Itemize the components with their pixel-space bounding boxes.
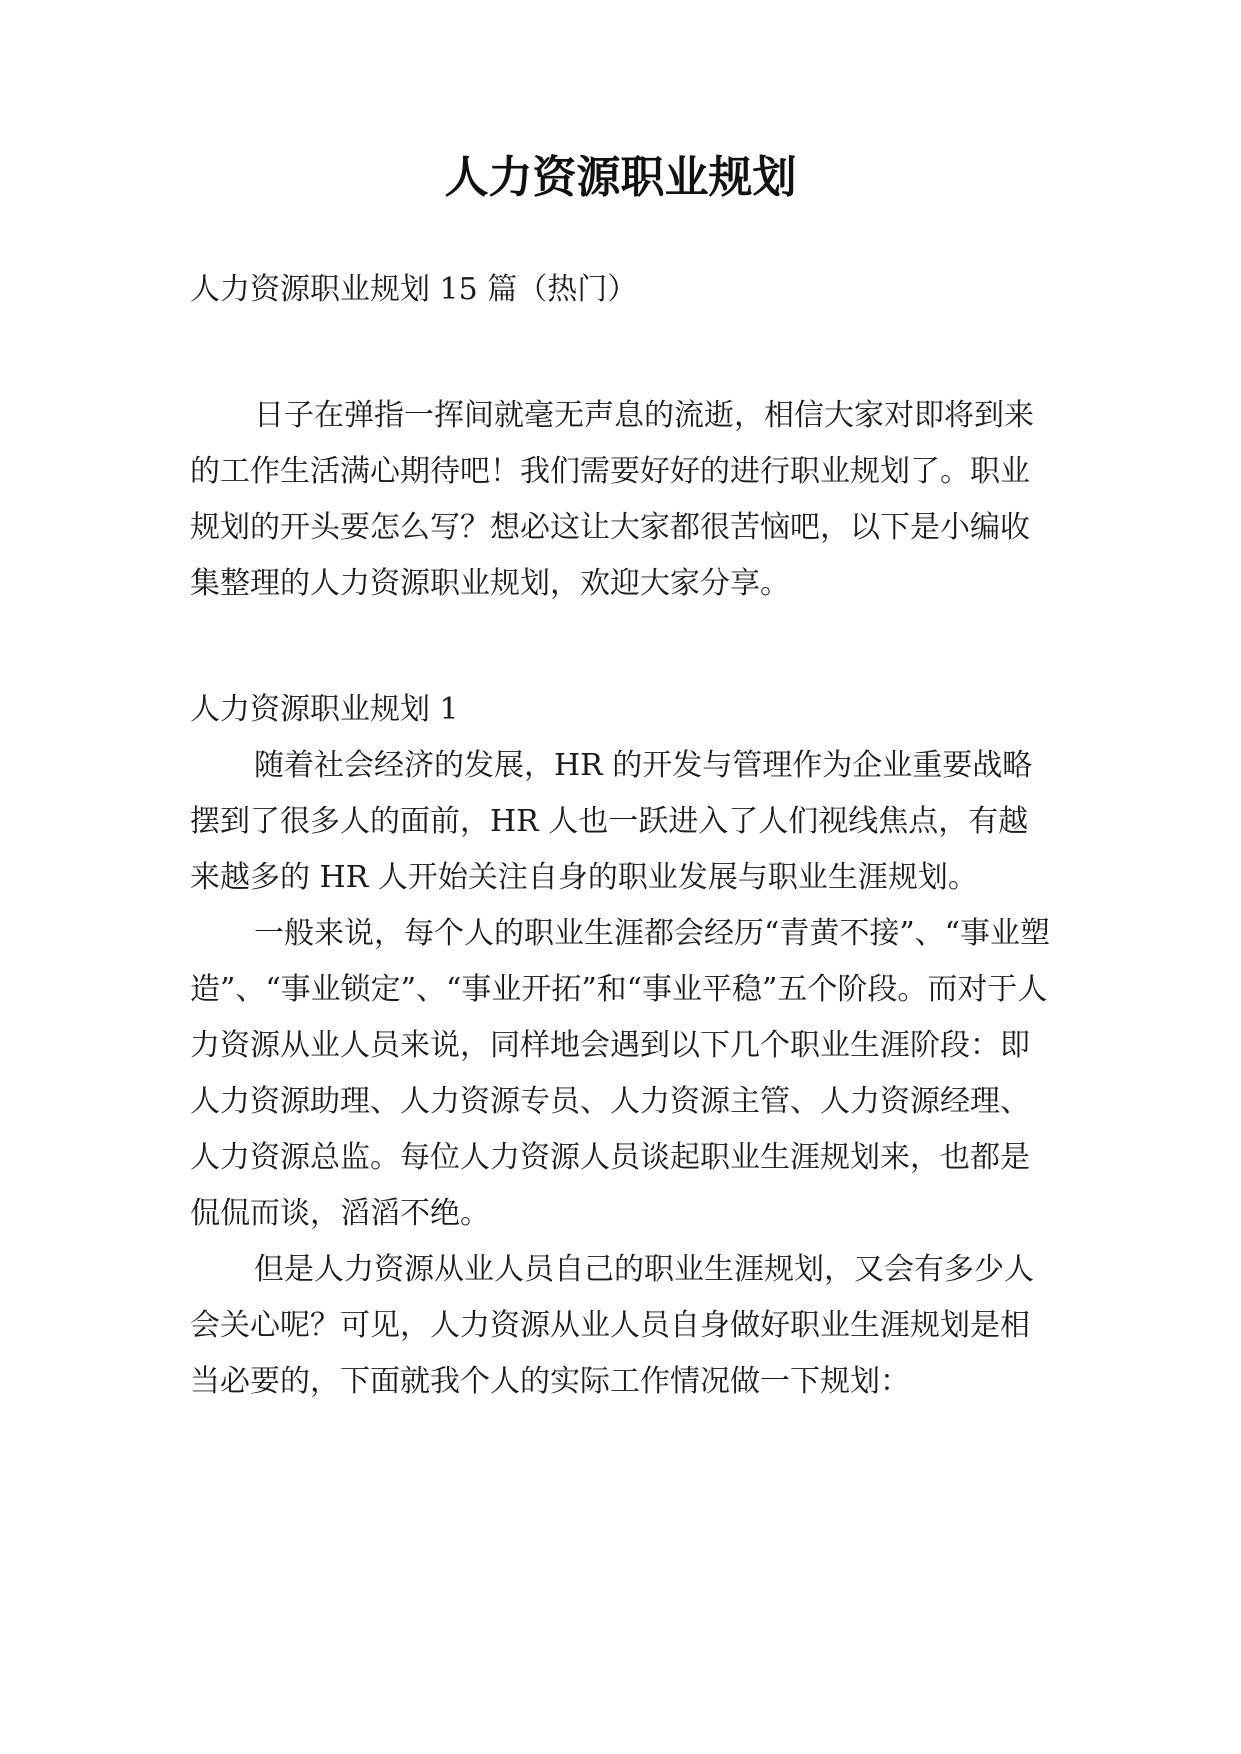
document-subtitle: 人力资源职业规划 15 篇（热门） bbox=[190, 272, 638, 307]
document-body bbox=[190, 262, 1050, 1410]
document-title: 人力资源职业规划 bbox=[444, 152, 797, 203]
body-paragraph: 但是人力资源从业人员自己的职业生涯规划，又会有多少人会关心呢？可见，人力资源从业人员自身做好职业生涯规划是相当必要的，下面就我个人的实际工作情况做一下规划： bbox=[190, 1252, 1034, 1399]
body-paragraph: 随着社会经济的发展，HR 的开发与管理作为企业重要战略摆到了很多人的面前，HR 人也一跃进入了人们视线焦点，有越来越多的 HR 人开始关注自身的职业发展与职业生涯规划。 bbox=[190, 748, 1033, 895]
intro-paragraph: 日子在弹指一挥间就毫无声息的流逝，相信大家对即将到来的工作生活满心期待吧！我们需要好好的进行职业规划了。职业规划的开头要怎么写？想必这让大家都很苦恼吧，以下是小编收集整理的人力资源职业规划，欢迎大家分享。 bbox=[190, 398, 1034, 601]
section-heading: 人力资源职业规划 1 bbox=[190, 692, 459, 727]
body-paragraph: 一般来说，每个人的职业生涯都会经历“青黄不接”、“事业塑造”、“事业锁定”、“事业开拓”和“事业平稳”五个阶段。而对于人力资源从业人员来说，同样地会遇到以下几个职业生涯阶段：即人力资源助理、人力资源专员、人力资源主管、人力资源经理、人力资源总监。每位人力资源人员谈起职业生涯规划来，也都是侃侃而谈，滔滔不绝。 bbox=[190, 916, 1051, 1231]
